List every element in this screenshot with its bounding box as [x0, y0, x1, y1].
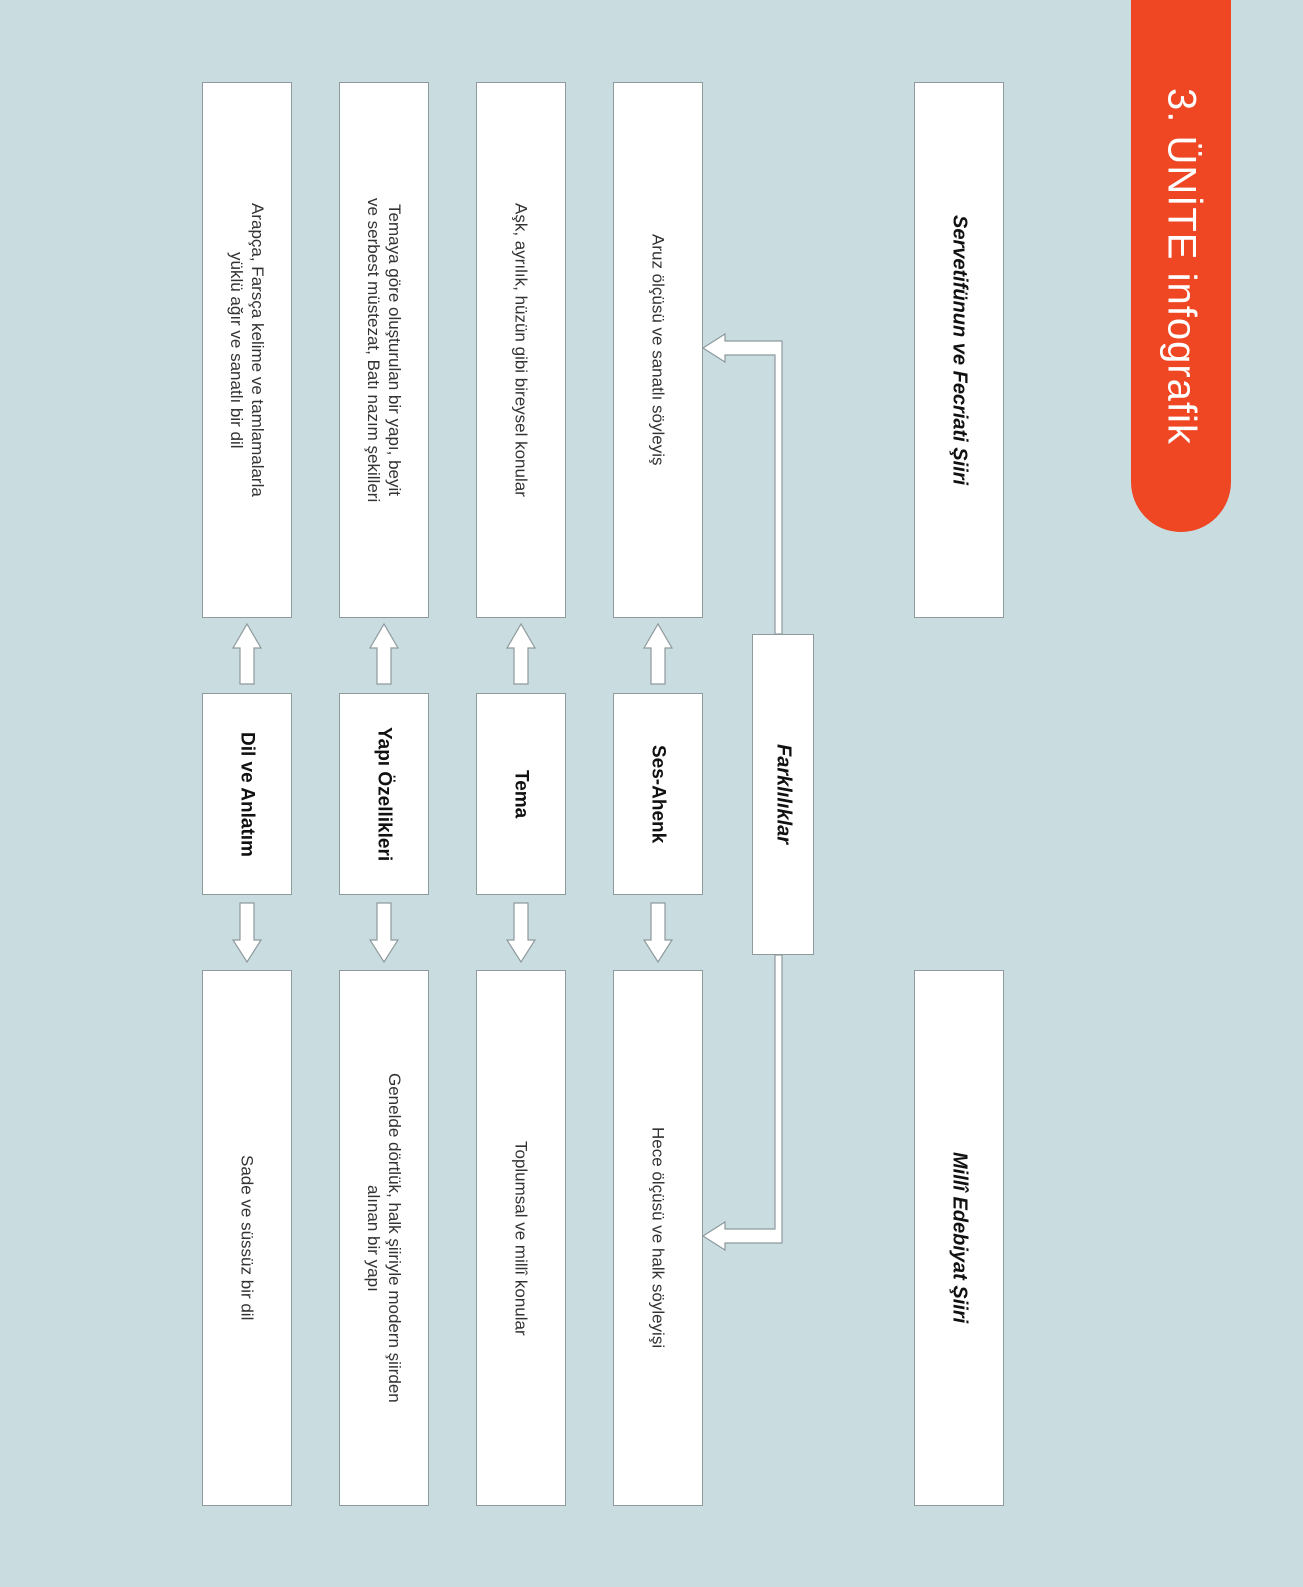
arrow-up-row3 [370, 624, 398, 684]
title-box-servetifunun [914, 82, 1004, 618]
servetifunun-text-dil: Arapça, Farsça kelime ve tamlamalarla yüklü ağır ve sanatlı bir dil [227, 203, 267, 497]
servetifunun-box-yapi [339, 82, 429, 618]
milli-box-ses-ahenk [613, 970, 703, 1506]
bracket-arrow-right [703, 955, 782, 1250]
arrow-up-row4 [233, 624, 261, 684]
milli-box-yapi [339, 970, 429, 1506]
milli-box-tema [476, 970, 566, 1506]
milli-text-dil: Sade ve süssüz bir dil [237, 1155, 257, 1321]
servetifunun-text-tema: Aşk, ayrılık, hüzün gibi bireysel konular [511, 203, 531, 497]
arrow-down-row3 [370, 903, 398, 962]
servetifunun-text-yapi: Temaya göre oluşturulan bir yapı, beyit ve serbest müstezat, Batı nazım şekilleri [364, 197, 404, 503]
category-label-dil: Dil ve Anlatım [236, 731, 258, 857]
servetifunun-box-dil [202, 82, 292, 618]
arrow-down-row2 [507, 903, 535, 962]
category-box-ses-ahenk [613, 693, 703, 895]
differences-box [752, 634, 814, 955]
unit-label: 3. ÜNİTE [1159, 87, 1204, 261]
servetifunun-box-tema [476, 82, 566, 618]
milli-text-tema: Toplumsal ve millî konular [511, 1140, 531, 1336]
title-milli-edebiyat: Millî Edebiyat Şiiri [948, 1152, 971, 1324]
bracket-arrow-left [703, 334, 782, 634]
category-label-tema: Tema [510, 769, 532, 819]
arrow-up-row1 [644, 624, 672, 684]
milli-text-yapi: Genelde dörtlük, halk şiiriyle modern şiirden alınan bir yapı [364, 1073, 404, 1403]
category-box-dil [202, 693, 292, 895]
category-label-yapi: Yapı Özellikleri [373, 726, 395, 862]
category-box-tema [476, 693, 566, 895]
section-label: infografik [1159, 272, 1204, 445]
differences-label: Farklılıklar [772, 744, 795, 845]
arrow-down-row4 [233, 903, 261, 962]
servetifunun-box-ses-ahenk [613, 82, 703, 618]
title-box-milli-edebiyat [914, 970, 1004, 1506]
category-label-ses-ahenk: Ses-Ahenk [647, 744, 669, 844]
category-box-yapi [339, 693, 429, 895]
milli-text-ses-ahenk: Hece ölçüsü ve halk söyleyişi [648, 1127, 668, 1349]
arrow-down-row1 [644, 903, 672, 962]
milli-box-dil [202, 970, 292, 1506]
arrow-up-row2 [507, 624, 535, 684]
title-servetifunun: Servetifünun ve Fecriati Şiiri [948, 214, 971, 486]
servetifunun-text-ses-ahenk: Aruz ölçüsü ve sanatlı söyleyiş [648, 234, 668, 466]
